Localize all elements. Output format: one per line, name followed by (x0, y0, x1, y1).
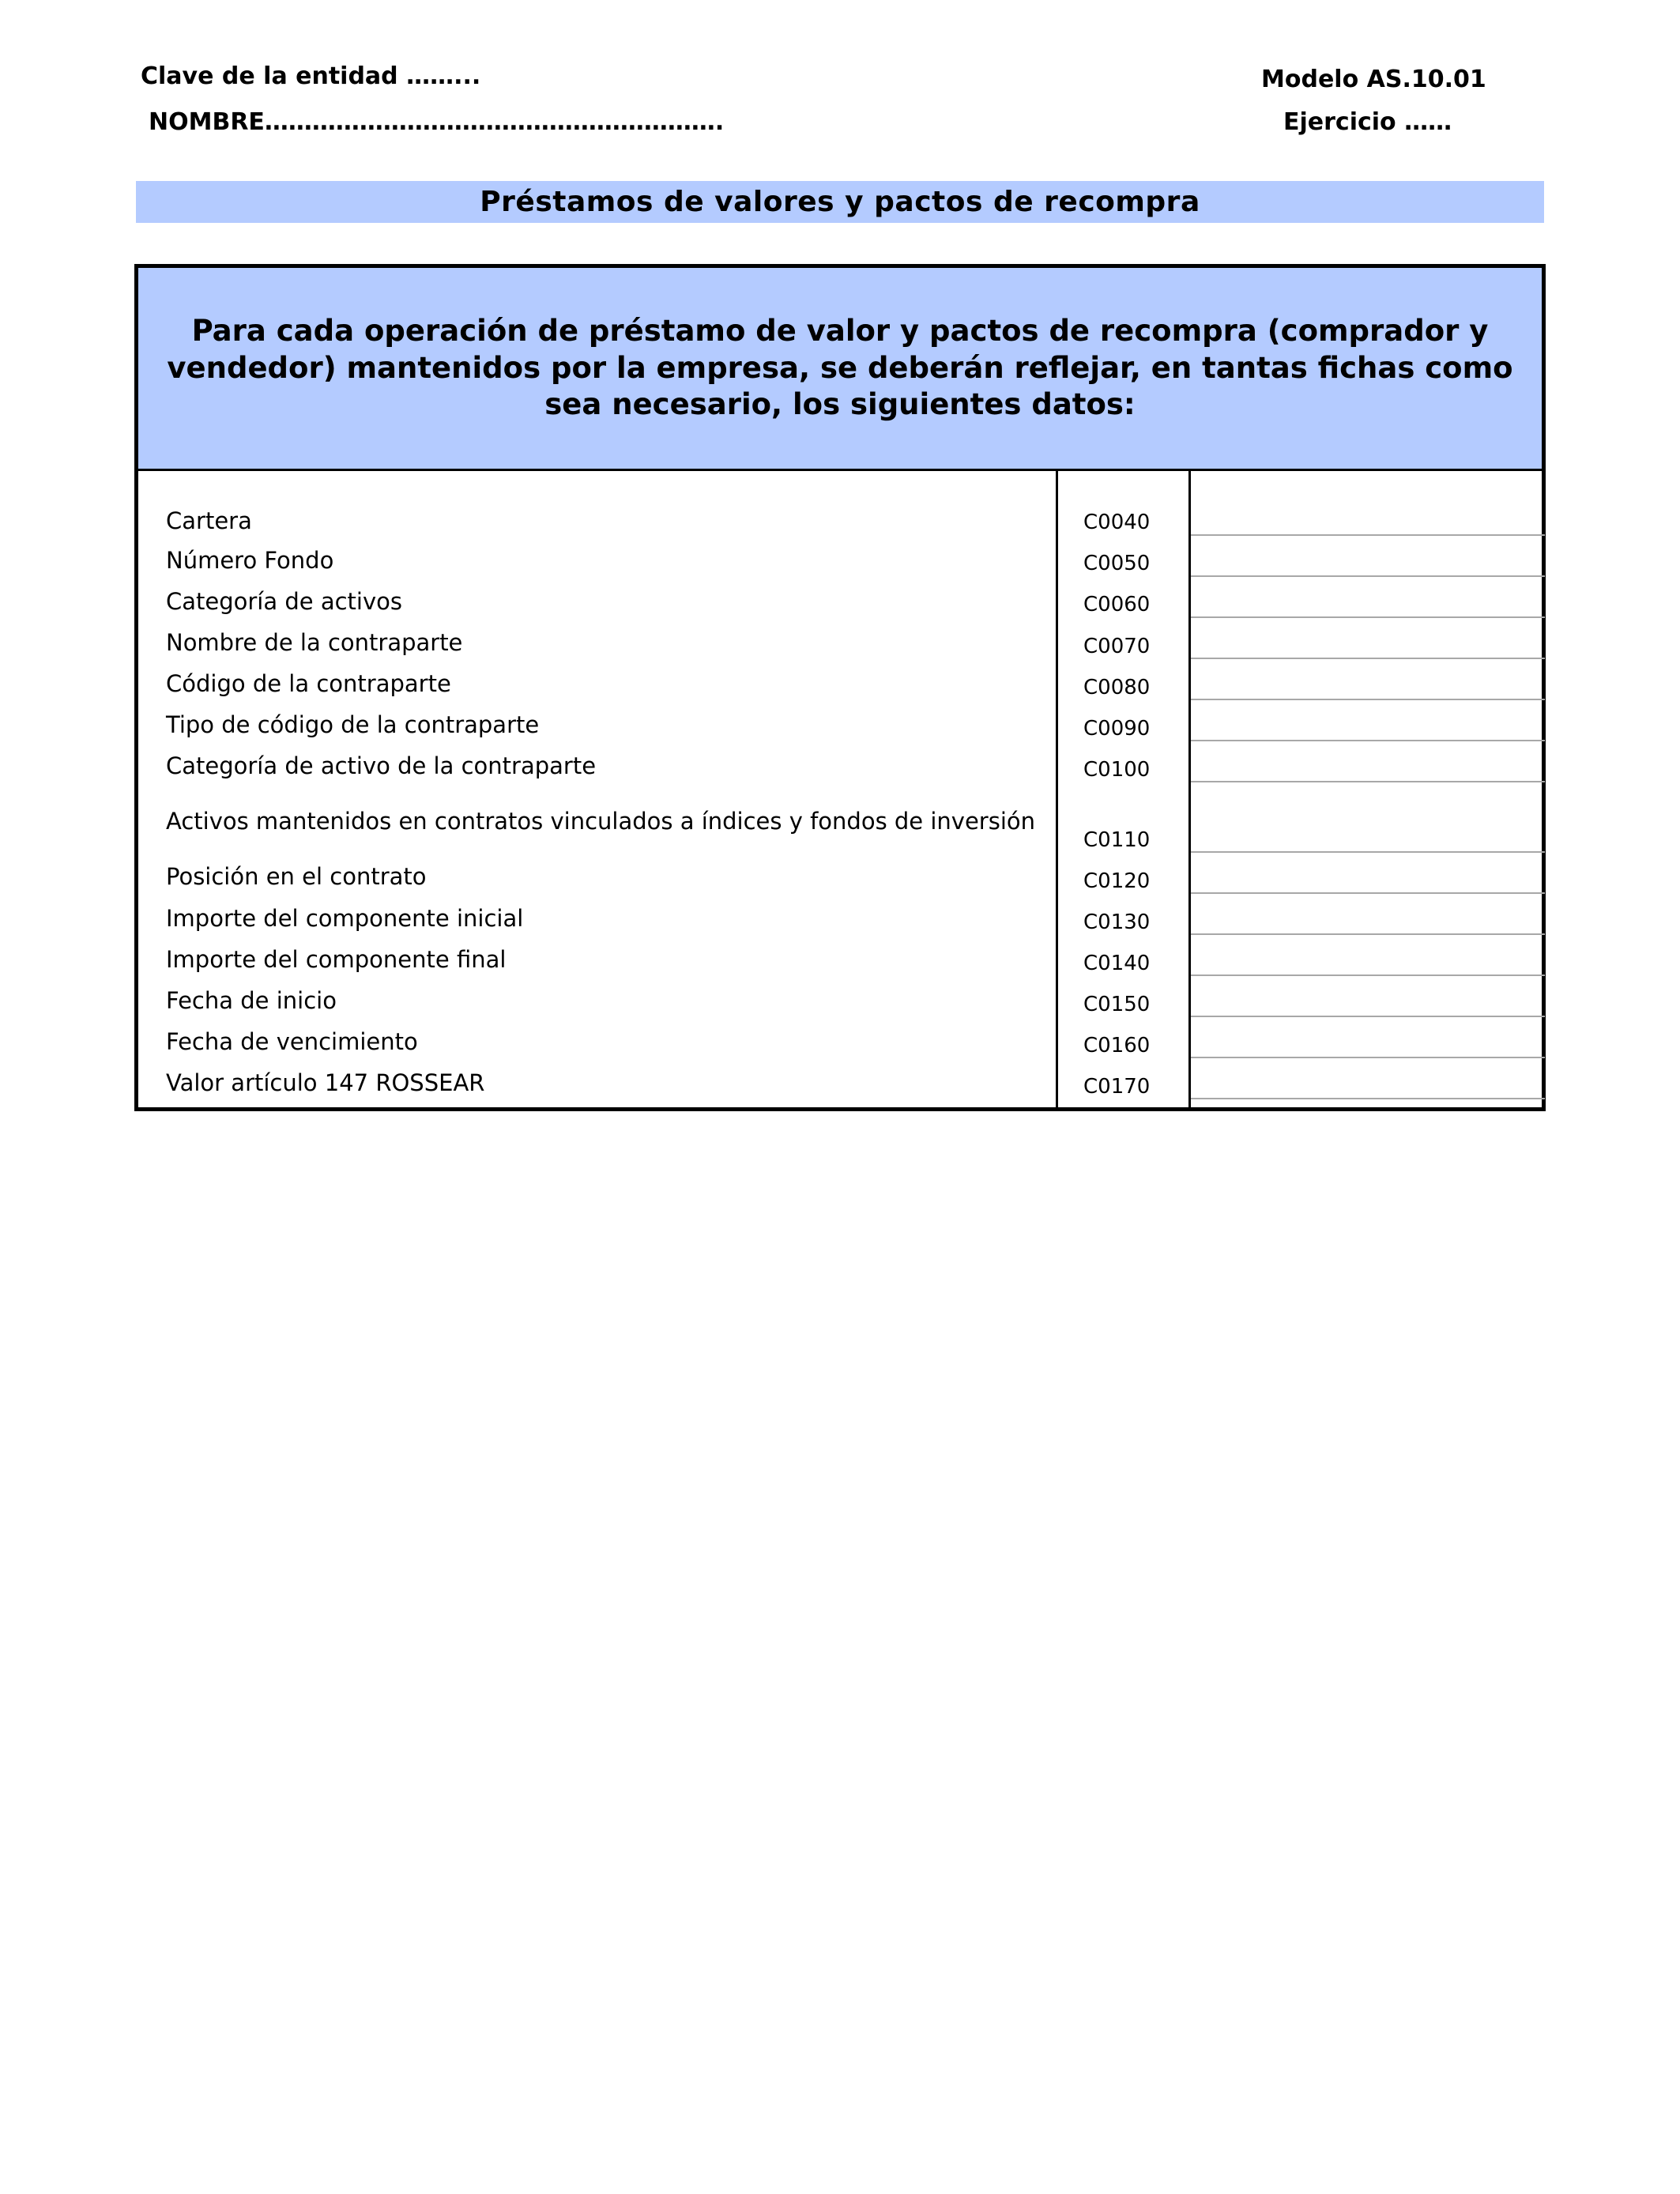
page-title-band (136, 181, 1544, 223)
field-code: C0040 (1083, 511, 1151, 534)
field-value-line[interactable] (1191, 575, 1545, 577)
field-code: C0130 (1083, 910, 1151, 934)
field-code: C0110 (1083, 828, 1151, 852)
field-label: Nombre de la contraparte (166, 629, 463, 656)
field-code: C0120 (1083, 869, 1151, 893)
intro-text: Para cada operación de préstamo de valor y pactos de recompra (comprador y vendedor) mantenidos por la empresa, se deberán reflejar, en tantas fichas como sea necesario, los siguientes datos: (167, 313, 1513, 422)
field-label: Categoría de activos (166, 588, 402, 615)
field-label: Posición en el contrato (166, 863, 427, 890)
field-label: Fecha de vencimiento (166, 1028, 418, 1055)
field-code: C0090 (1083, 717, 1151, 741)
field-code: C0150 (1083, 993, 1151, 1016)
field-value-line[interactable] (1191, 892, 1545, 894)
field-code: C0050 (1083, 552, 1151, 575)
field-code: C0060 (1083, 593, 1151, 616)
field-code: C0100 (1083, 758, 1151, 782)
field-value-line[interactable] (1191, 699, 1545, 700)
field-code: C0170 (1083, 1075, 1151, 1099)
field-label: Valor artículo 147 ROSSEAR (166, 1069, 485, 1096)
field-label: Código de la contraparte (166, 670, 451, 697)
field-label: Tipo de código de la contraparte (166, 711, 540, 738)
field-label: Cartera (166, 507, 252, 534)
entity-key-label: Clave de la entidad ……... (141, 62, 481, 90)
field-code: C0080 (1083, 676, 1151, 699)
field-label: Importe del componente final (166, 946, 507, 973)
field-label: Número Fondo (166, 547, 334, 574)
field-value-line[interactable] (1191, 974, 1545, 976)
field-value-line[interactable] (1191, 1098, 1545, 1099)
intro-panel (138, 268, 1542, 471)
field-label: Importe del componente inicial (166, 905, 524, 932)
fiscal-year-label: Ejercicio …… (1283, 108, 1452, 136)
field-value-line[interactable] (1191, 851, 1545, 853)
field-label: Activos mantenidos en contratos vinculados a índices y fondos de inversión (166, 808, 1036, 835)
field-value-line[interactable] (1191, 534, 1545, 536)
field-code: C0070 (1083, 635, 1151, 658)
field-value-line[interactable] (1191, 658, 1545, 659)
form-box (134, 264, 1546, 1111)
entity-name-label: NOMBRE…………………………………………………. (149, 108, 725, 136)
field-value-line[interactable] (1191, 616, 1545, 618)
field-value-line[interactable] (1191, 1016, 1545, 1017)
field-label: Fecha de inicio (166, 987, 337, 1014)
field-value-line[interactable] (1191, 933, 1545, 935)
page-title: Préstamos de valores y pactos de recompra (480, 186, 1200, 218)
field-code: C0140 (1083, 952, 1151, 975)
field-value-line[interactable] (1191, 740, 1545, 741)
field-value-line[interactable] (1191, 781, 1545, 782)
field-label: Categoría de activo de la contraparte (166, 752, 597, 779)
field-code: C0160 (1083, 1034, 1151, 1057)
field-value-line[interactable] (1191, 1057, 1545, 1058)
column-divider-labels (1056, 471, 1058, 1107)
form-model-label: Modelo AS.10.01 (1261, 66, 1486, 93)
column-divider-codes (1188, 471, 1191, 1107)
